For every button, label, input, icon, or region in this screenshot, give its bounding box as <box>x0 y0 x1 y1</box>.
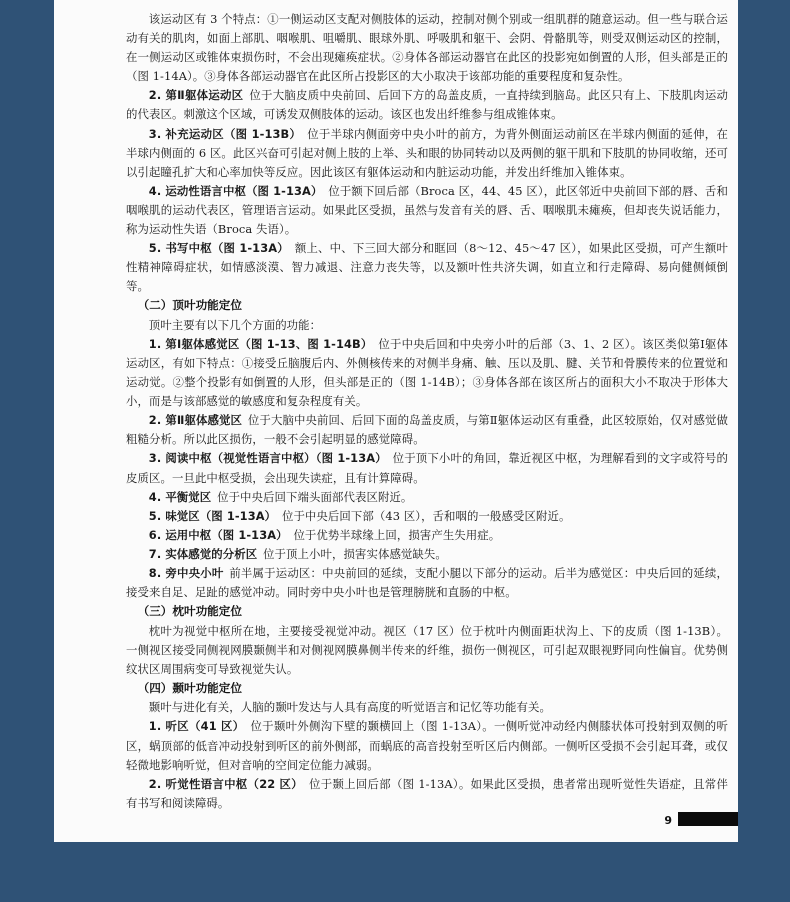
section-heading <box>126 679 728 698</box>
paragraph <box>126 316 728 335</box>
paragraph <box>126 488 728 507</box>
section-heading <box>126 602 728 621</box>
paragraph-text: 位于优势半球缘上回，损害产生失用症。 <box>293 527 501 542</box>
subsection-title: 8. 旁中央小叶 <box>148 566 224 581</box>
paragraph-text: 位于中央后回下端头面部代表区附近。 <box>217 489 413 504</box>
paragraph <box>126 125 728 182</box>
paragraph <box>126 10 728 86</box>
redaction-bar <box>678 812 738 826</box>
subsection-title: 5. 味觉区（图 1-13A） <box>148 508 277 523</box>
paragraph <box>126 507 728 526</box>
subsection-title: 5. 书写中枢（图 1-13A） <box>148 241 289 256</box>
paragraph-text: （三）枕叶功能定位 <box>137 604 242 619</box>
paragraph-text: 位于半球内侧面旁中央小叶的前方，为背外侧面运动前区在半球内侧面的延伸，在半球内侧面的 6 区。此区兴奋可引起对侧上肢的上举、头和眼的协同转动以及两侧的躯干肌和下肢肌的协同收缩，还可以引起瞳孔扩大和心率加快等反应。因此该区有躯体运动和内脏运动功能，并发出纤维加入锥体束。 <box>126 126 728 179</box>
subsection-title: 1. 听区（41 区） <box>148 719 245 734</box>
paragraph <box>126 622 728 679</box>
paragraph-text: 位于顶上小叶，损害实体感觉缺失。 <box>263 546 447 561</box>
paragraph-text: 位于颞叶外侧沟下壁的颞横回上（图 1-13A）。一侧听觉冲动经内侧膝状体可投射到双侧的听区，蜗顶部的低音冲动投射到听区的前外侧部，而蜗底的高音投射至听区后内侧部。一侧听区受损不会引起耳聋，或仅轻微地影响听觉，但对音响的空间定位能力减弱。 <box>126 719 729 772</box>
paragraph <box>126 564 728 602</box>
paragraph <box>126 182 728 239</box>
paragraph <box>126 698 728 717</box>
paragraph-text: 枕叶为视觉中枢所在地，主要接受视觉冲动。视区（17 区）位于枕叶内侧面距状沟上、下的皮质（图 1-13B）。一侧视区接受同侧视网膜颞侧半和对侧视网膜鼻侧半传来的纤维，损伤一侧视区，可引起双眼视野同向性偏盲。优势侧纹状区周围病变可导致视觉失认。 <box>126 623 728 676</box>
document-page <box>54 0 738 842</box>
paragraph <box>126 775 728 813</box>
paragraph-text: 位于颞上回后部（图 1-13A）。如果此区受损，患者常出现听觉性失语症，且常伴有书写和阅读障碍。 <box>126 776 729 810</box>
subsection-title: 3. 补充运动区（图 1-13B） <box>148 126 302 141</box>
paragraph-text: 位于大脑中央前回、后回下面的岛盖皮质，与第Ⅱ躯体运动区有重叠，此区较原始，仅对感觉做粗糙分析。所以此区损伤，一般不会引起明显的感觉障碍。 <box>126 413 728 447</box>
subsection-title: 6. 运用中枢（图 1-13A） <box>148 527 288 542</box>
page-number: 9 <box>664 814 672 827</box>
paragraph-text: 顶叶主要有以下几个方面的功能： <box>148 317 322 332</box>
subsection-title: 2. 第Ⅱ躯体运动区 <box>148 88 244 103</box>
paragraph-text: 颞叶与进化有关，人脑的颞叶发达与人具有高度的听觉语言和记忆等功能有关。 <box>148 700 551 715</box>
subsection-title: 4. 平衡觉区 <box>148 489 212 504</box>
subsection-title: 2. 第Ⅱ躯体感觉区 <box>148 413 243 428</box>
subsection-title: 4. 运动性语言中枢（图 1-13A） <box>148 183 323 198</box>
paragraph-text: 额上、中、下三回大部分和眶回（8～12、45～47 区），如果此区受损，可产生额叶性精神障碍症状，如情感淡漠、智力减退、注意力丧失等，以及额叶性共济失调，如直立和行走障碍、易向健侧倾倒等。 <box>126 241 728 294</box>
section-heading <box>126 296 728 315</box>
paragraph <box>126 335 728 411</box>
paragraph <box>126 717 728 774</box>
subsection-title: 1. 第Ⅰ躯体感觉区（图 1-13、图 1-14B） <box>148 336 373 351</box>
paragraph <box>126 545 728 564</box>
paragraph <box>126 239 728 296</box>
body-text <box>126 10 728 813</box>
paragraph-text: 该运动区有 3 个特点：①一侧运动区支配对侧肢体的运动，控制对侧个别或一组肌群的随意运动。但一些与联合运动有关的肌肉，如面上部肌、咽喉肌、咀嚼肌、眼球外肌、呼吸肌和躯干、会阴、骨骼肌等，则受双侧运动区的控制，在一侧运动区或锥体束损伤时，不会出现瘫痪症状。②身体各部运动器官在此区的投影宛如倒置的人形，但头部是正的（图 1-14A）。③身体各部运动器官在此区所占投影区的大小取决于该部功能的重要程度和复杂性。 <box>126 12 728 84</box>
paragraph-text: （二）顶叶功能定位 <box>137 298 242 313</box>
paragraph <box>126 526 728 545</box>
subsection-title: 7. 实体感觉的分析区 <box>148 546 258 561</box>
paragraph-text: 位于大脑皮质中央前回、后回下方的岛盖皮质，一直持续到脑岛。此区只有上、下肢肌肉运动的代表区。刺激这个区域，可诱发双侧肢体的运动。该区也发出纤维参与组成锥体束。 <box>126 88 728 122</box>
paragraph-text: 前半属于运动区：中央前回的延续，支配小腿以下部分的运动。后半为感觉区：中央后回的延续，接受来自足、足趾的感觉冲动。同时旁中央小叶也是管理膀胱和直肠的中枢。 <box>126 566 728 600</box>
subsection-title: 2. 听觉性语言中枢（22 区） <box>148 776 303 791</box>
paragraph-text: 位于中央后回下部（43 区），舌和咽的一般感受区附近。 <box>281 508 571 523</box>
paragraph-text: 位于额下回后部（Broca 区，44、45 区），此区邻近中央前回下部的唇、舌和咽喉肌的运动代表区，管理语言运动。如果此区受损，虽然与发音有关的唇、舌、咽喉肌未瘫痪，但却丧失说话能力，称为运动性失语（Broca 失语）。 <box>126 183 729 237</box>
paragraph-text: 位于中央后回和中央旁小叶的后部（3、1、2 区）。该区类似第Ⅰ躯体运动区，有如下特点：①接受丘脑腹后内、外侧核传来的对侧半身痛、触、压以及肌、腱、关节和骨膜传来的位置觉和运动觉。②整个投影有如倒置的人形，但头部是正的（图 1-14B）；③身体各部在该区所占的面积大小不取决于形体大小，而是与该部感觉的敏感度和复杂程度有关。 <box>126 336 728 409</box>
subsection-title: 3. 阅读中枢（视觉性语言中枢）（图 1-13A） <box>148 451 387 466</box>
paragraph-text: 位于顶下小叶的角回，靠近视区中枢，为理解看到的文字或符号的皮质区。一旦此中枢受损，会出现失读症，且有计算障碍。 <box>126 451 728 485</box>
paragraph-text: （四）颞叶功能定位 <box>137 680 242 695</box>
paragraph <box>126 86 728 124</box>
paragraph <box>126 449 728 487</box>
paragraph <box>126 411 728 449</box>
